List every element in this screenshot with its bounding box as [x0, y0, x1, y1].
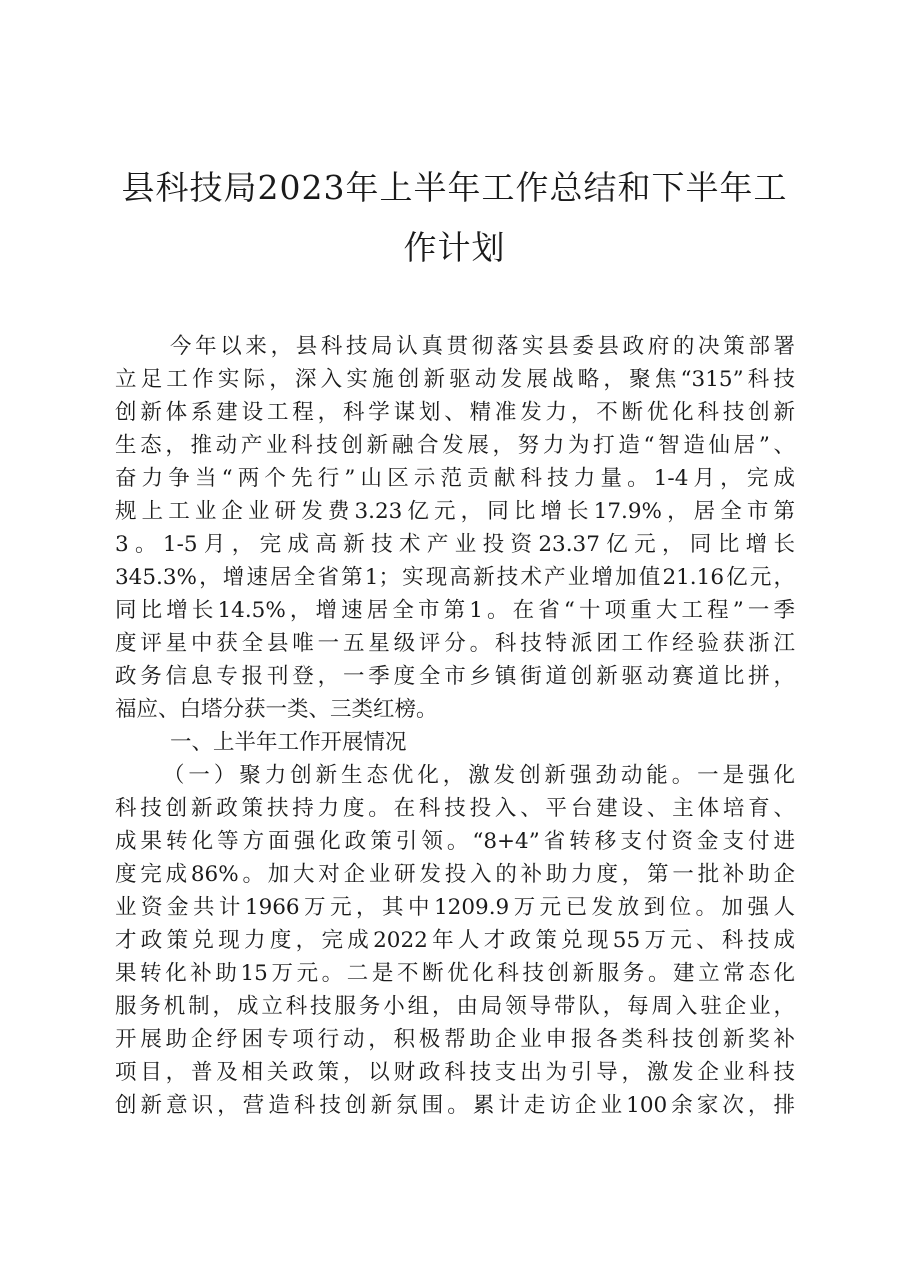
paragraph-line: 生态，推动产业科技创新融合发展，努力为打造“智造仙居”、 [115, 433, 795, 458]
paragraph-line: 果转化补助15万元。二是不断优化科技创新服务。建立常态化 [115, 961, 795, 986]
paragraph-line: 度完成86%。加大对企业研发投入的补助力度，第一批补助企 [115, 862, 795, 887]
paragraph-line: 345.3%，增速居全省第1；实现高新技术产业增加值21.16亿元， [115, 565, 795, 590]
paragraph-line: 成果转化等方面强化政策引领。“8+4”省转移支付资金支付进 [115, 829, 795, 854]
paragraph-line: 才政策兑现力度，完成2022年人才政策兑现55万元、科技成 [115, 928, 795, 953]
paragraph-line: 规上工业企业研发费3.23亿元，同比增长17.9%，居全市第 [115, 499, 795, 524]
paragraph-line: 项目，普及相关政策，以财政科技支出为引导，激发企业科技 [115, 1060, 795, 1085]
paragraph-line: 开展助企纾困专项行动，积极帮助企业申报各类科技创新奖补 [115, 1027, 795, 1052]
document-title-line-2: 作计划 [403, 228, 506, 267]
paragraph-line: 奋力争当“两个先行”山区示范贡献科技力量。1-4月，完成 [115, 466, 795, 491]
paragraph-line: 业资金共计1966万元，其中1209.9万元已发放到位。加强人 [115, 895, 795, 920]
document-body [115, 330, 795, 1122]
paragraph-line: 服务机制，成立科技服务小组，由局领导带队，每周入驻企业， [115, 994, 795, 1019]
paragraph-line: （一）聚力创新生态优化，激发创新强劲动能。一是强化 [163, 763, 795, 788]
section-heading: 一、上半年工作开展情况 [170, 730, 407, 755]
paragraph-line: 创新意识，营造科技创新氛围。累计走访企业100余家次，排 [115, 1093, 795, 1118]
paragraph-line: 政务信息专报刊登，一季度全市乡镇街道创新驱动赛道比拼， [115, 664, 795, 689]
document-title-line-1: 县科技局2023年上半年工作总结和下半年工 [121, 168, 788, 207]
paragraph-line: 科技创新政策扶持力度。在科技投入、平台建设、主体培育、 [115, 796, 795, 821]
paragraph-line: 同比增长14.5%，增速居全市第1。在省“十项重大工程”一季 [115, 598, 795, 623]
paragraph-line: 度评星中获全县唯一五星级评分。科技特派团工作经验获浙江 [115, 631, 795, 656]
paragraph-line: 创新体系建设工程，科学谋划、精准发力，不断优化科技创新 [115, 400, 795, 425]
paragraph-line: 3。1-5月，完成高新技术产业投资23.37亿元，同比增长 [115, 532, 795, 557]
paragraph-line: 福应、白塔分获一类、三类红榜。 [115, 697, 438, 722]
paragraph-line: 立足工作实际，深入实施创新驱动发展战略，聚焦“315”科技 [115, 367, 795, 392]
paragraph-line: 今年以来，县科技局认真贯彻落实县委县政府的决策部署 [170, 334, 795, 359]
